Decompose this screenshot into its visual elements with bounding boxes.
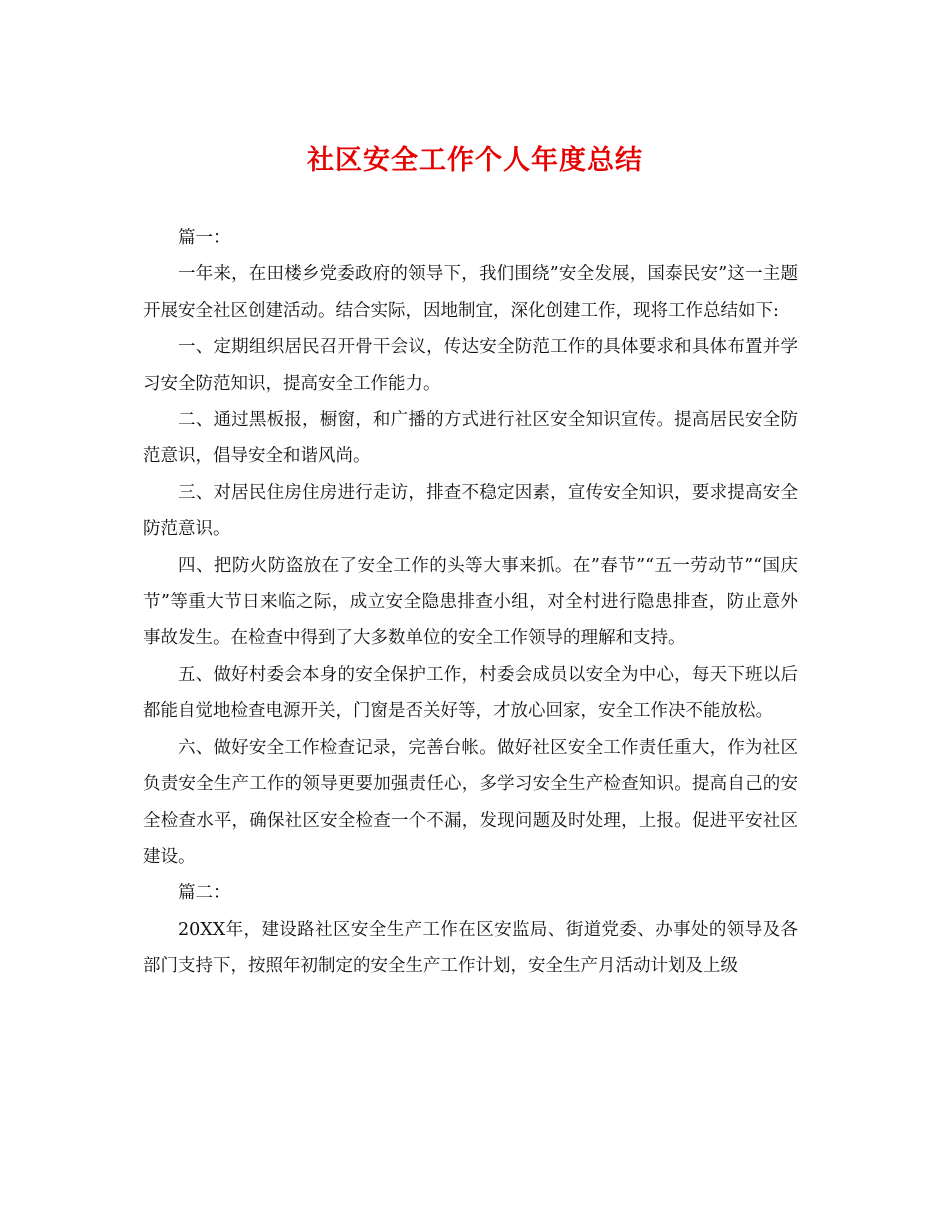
- paragraph-section-2-intro: 20XX年，建设路社区安全生产工作在区安监局、街道党委、办事处的领导及各部门支持下，按照年初制定的安全生产工作计划，安全生产月活动计划及上级: [143, 919, 798, 977]
- paragraph-item-2: 二、通过黑板报，橱窗，和广播的方式进行社区安全知识宣传。提高居民安全防范意识，倡导安全和谐风尚。: [143, 410, 798, 467]
- paragraph-item-1: 一、定期组织居民召开骨干会议，传达安全防范工作的具体要求和具体布置并学习安全防范知识，提高安全工作能力。: [143, 337, 798, 394]
- document-body: [143, 220, 798, 985]
- document-title: 社区安全工作个人年度总结: [307, 145, 643, 176]
- paragraph-section-1-heading: 篇一：: [178, 228, 231, 248]
- paragraph-intro: 一年来，在田楼乡党委政府的领导下，我们围绕”安全发展，国泰民安”这一主题开展安全社区创建活动。结合实际，因地制宜，深化创建工作，现将工作总结如下:: [143, 264, 798, 321]
- paragraph-section-2-heading: 篇二：: [178, 883, 231, 904]
- paragraph-item-3: 三、对居民住房住房进行走访，排查不稳定因素，宣传安全知识，要求提高安全防范意识。: [143, 482, 798, 540]
- paragraph-item-4: 四、把防火防盗放在了安全工作的头等大事来抓。在”春节”“五一劳动节”“国庆节”等重大节日来临之际，成立安全隐患排查小组，对全村进行隐患排查，防止意外事故发生。在检查中得到了大多数单位的安全工作领导的理解和支持。: [143, 555, 798, 649]
- paragraph-item-5: 五、做好村委会本身的安全保护工作，村委会成员以安全为中心，每天下班以后都能自觉地检查电源开关，门窗是否关好等，才放心回家，安全工作决不能放松。: [143, 664, 798, 722]
- paragraph-item-6: 六、做好安全工作检查记录，完善台帐。做好社区安全工作责任重大，作为社区负责安全生产工作的领导更要加强责任心，多学习安全生产检查知识。提高自己的安全检查水平，确保社区安全检查一个不漏，发现问题及时处理，上报。促进平安社区建设。: [143, 737, 798, 867]
